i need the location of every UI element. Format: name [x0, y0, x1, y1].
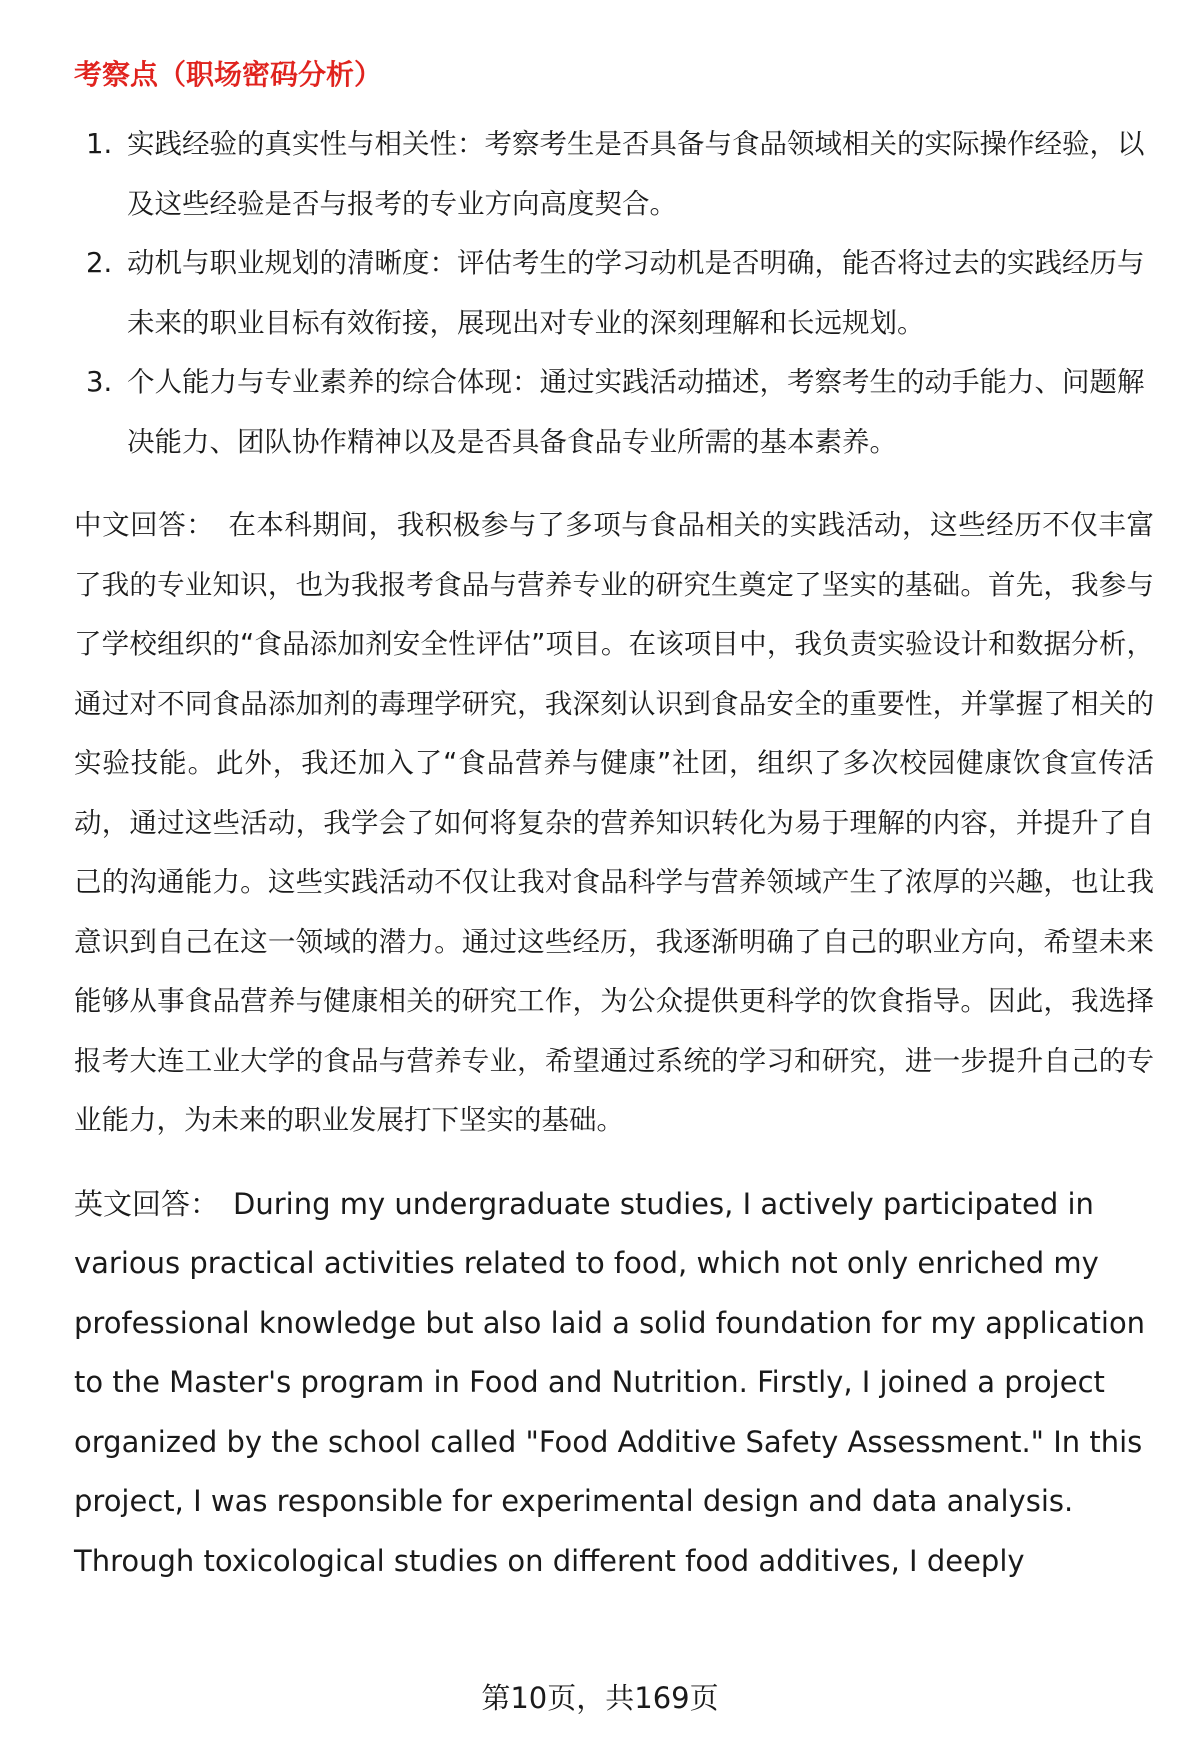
list-item-text: 实践经验的真实性与相关性：考察考生是否具备与食品领域相关的实际操作经验，以及这些经验是否与报考的专业方向高度契合。 [127, 128, 1145, 220]
chinese-answer-text: 在本科期间，我积极参与了多项与食品相关的实践活动，这些经历不仅丰富了我的专业知识，也为我报考食品与营养专业的研究生奠定了坚实的基础。首先，我参与了学校组织的“食品添加剂安全性评估”项目。在该项目中，我负责实验设计和数据分析，通过对不同食品添加剂的毒理学研究，我深刻认识到食品安全的重要性，并掌握了相关的实验技能。此外，我还加入了“食品营养与健康”社团，组织了多次校园健康饮食宣传活动，通过这些活动，我学会了如何将复杂的营养知识转化为易于理解的内容，并提升了自己的沟通能力。这些实践活动不仅让我对食品科学与营养领域产生了浓厚的兴趣，也让我意识到自己在这一领域的潜力。通过这些经历，我逐渐明确了自己的职业方向，希望未来能够从事食品营养与健康相关的研究工作，为公众提供更科学的饮食指导。因此，我选择报考大连工业大学的食品与营养专业，希望通过系统的学习和研究，进一步提升自己的专业能力，为未来的职业发展打下坚实的基础。 [74, 509, 1155, 1136]
chinese-answer-paragraph [74, 496, 1154, 1151]
list-item [74, 353, 1154, 472]
page-number-footer: 第10页，共169页 [481, 1681, 719, 1715]
list-item-text: 个人能力与专业素养的综合体现：通过实践活动描述，考察考生的动手能力、问题解决能力、团队协作精神以及是否具备食品专业所需的基本素养。 [127, 366, 1145, 458]
english-answer-paragraph [74, 1175, 1154, 1592]
document-page [74, 55, 1154, 1615]
list-item-number: 2. [86, 247, 113, 279]
list-item [74, 234, 1154, 353]
chinese-answer-label: 中文回答： [74, 509, 215, 541]
list-item [74, 115, 1154, 234]
list-item-text: 动机与职业规划的清晰度：评估考生的学习动机是否明确，能否将过去的实践经历与未来的职业目标有效衔接，展现出对专业的深刻理解和长远规划。 [127, 247, 1145, 339]
english-answer-text: During my undergraduate studies, I actively participated in various practical activities related to food, which not only enriched my professional knowledge but also laid a solid foundation for my application to the Master's program in Food and Nutrition. Firstly, I joined a project organized by the school called "Food Additive Safety Assessment." In this project, I was responsible for experimental design and data analysis. Through toxicological studies on different food additives, I deeply [74, 1186, 1146, 1578]
section-heading: 考察点（职场密码分析） [74, 58, 383, 91]
list-item-number: 1. [86, 128, 113, 160]
list-item-number: 3. [86, 366, 113, 398]
criteria-list [74, 115, 1154, 472]
english-answer-label: 英文回答： [74, 1186, 220, 1221]
